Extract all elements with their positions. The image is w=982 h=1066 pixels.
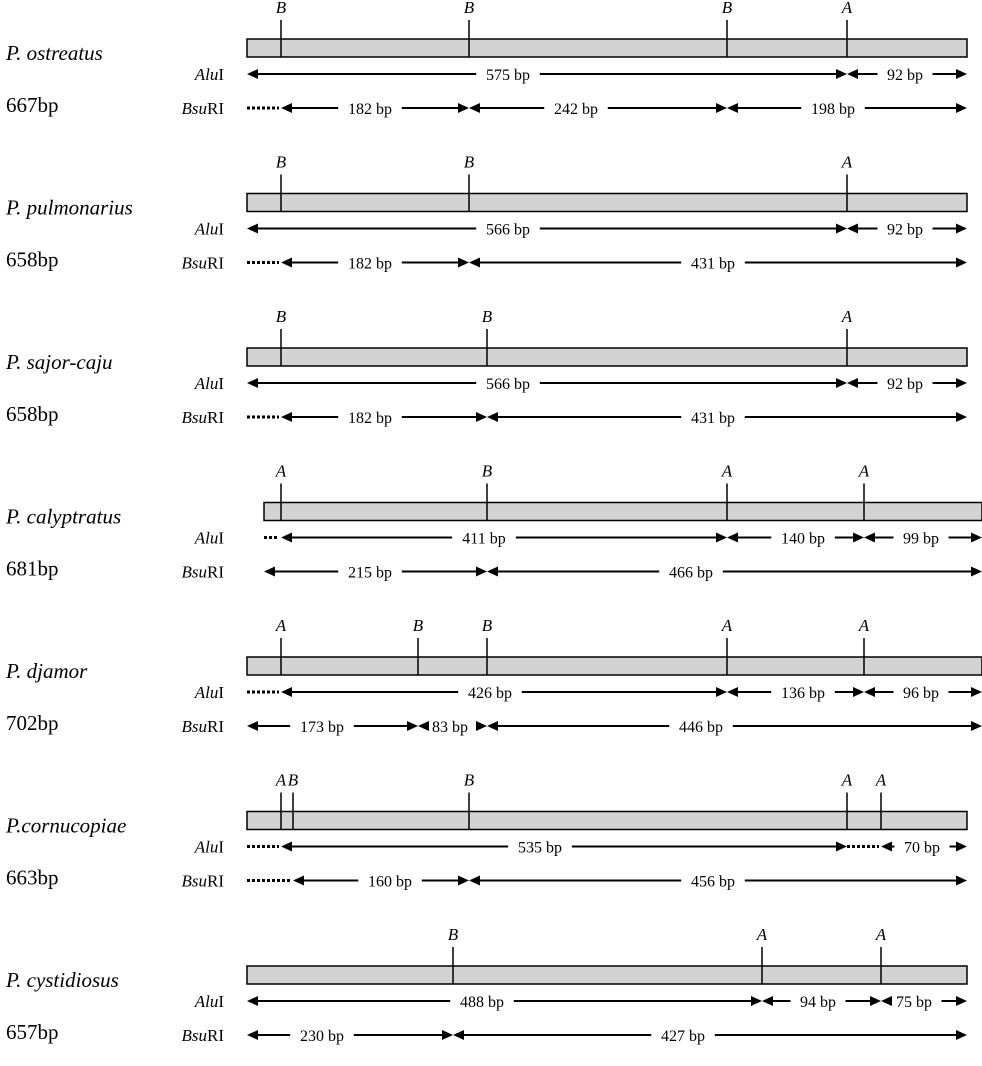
fragment-size-label: 456 bp: [691, 873, 735, 891]
species-name: P. calyptratus: [6, 504, 122, 529]
fragment-size-label: 446 bp: [679, 719, 723, 736]
arrowhead-left: [727, 533, 738, 543]
fragment-size-label: 160 bp: [368, 873, 412, 891]
species-name: P. djamor: [6, 659, 88, 683]
bsuri-enzyme-label: [182, 408, 225, 427]
enzyme-name-italic: Alu: [194, 528, 219, 548]
fragment: [727, 101, 967, 118]
fragment: [453, 1028, 967, 1045]
arrowhead-right: [971, 721, 982, 731]
arrowhead-left: [293, 876, 304, 886]
arrowhead-left: [281, 412, 292, 422]
site-label: A: [841, 152, 853, 172]
fragment-size-label: 198 bp: [811, 101, 855, 118]
site-label: A: [841, 770, 853, 790]
sequence-length: 702bp: [6, 711, 59, 735]
site-label: B: [481, 461, 493, 481]
arrowhead-right: [971, 687, 982, 697]
fragment: [881, 994, 967, 1011]
arrowhead-left: [247, 721, 258, 731]
sequence-bar: [247, 348, 967, 366]
arrowhead-left: [847, 69, 858, 79]
arrowhead-left: [453, 1030, 464, 1040]
enzyme-name-italic: Alu: [194, 992, 219, 1011]
alui-enzyme-label: [194, 374, 225, 393]
fragment: [847, 222, 967, 239]
fragment: [487, 410, 967, 427]
arrowhead-right: [716, 687, 727, 697]
site-label: A: [858, 616, 870, 635]
arrowhead-left: [264, 567, 275, 577]
fragment: [281, 410, 487, 427]
sequence-bar: [247, 194, 967, 212]
arrowhead-right: [956, 842, 967, 852]
species-name: P. ostreatus: [6, 41, 103, 65]
sequence-length: 667bp: [6, 93, 59, 117]
fragment-size-label: 96 bp: [903, 685, 939, 702]
site-label: A: [858, 461, 870, 481]
bsuri-enzyme-label: [182, 872, 225, 891]
fragment: [864, 531, 982, 548]
site-label: B: [275, 0, 287, 17]
fragment: [847, 376, 967, 393]
fragment-size-label: 566 bp: [486, 376, 530, 393]
arrowhead-left: [281, 687, 292, 697]
arrowhead-right: [476, 567, 487, 577]
enzyme-name-italic: Alu: [194, 219, 219, 239]
fragment-size-label: 566 bp: [486, 221, 530, 239]
arrowhead-left: [469, 876, 480, 886]
bsuri-digest-row: [182, 254, 968, 273]
enzyme-name-italic: Bsu: [181, 253, 207, 273]
arrowhead-left: [487, 567, 498, 577]
fragment: [281, 256, 469, 273]
sequence-length: 658bp: [6, 402, 59, 426]
site-label: B: [412, 616, 424, 635]
arrowhead-left: [247, 1030, 258, 1040]
enzyme-name-suffix: I: [218, 219, 224, 239]
fragment: [487, 565, 982, 582]
sequence-bar: [247, 657, 982, 675]
bsuri-digest-row: [182, 1026, 968, 1045]
arrowhead-right: [836, 224, 847, 234]
fragment-size-label: 215 bp: [348, 564, 392, 582]
arrowhead-right: [853, 533, 864, 543]
arrowhead-right: [458, 876, 469, 886]
arrowhead-left: [469, 103, 480, 113]
arrowhead-right: [476, 721, 487, 731]
fragment-size-label: 136 bp: [781, 685, 825, 702]
alui-digest-row: [194, 992, 967, 1011]
alui-digest-row: [194, 220, 967, 239]
arrowhead-left: [847, 378, 858, 388]
species-name: P.cornucopiae: [6, 813, 127, 838]
fragment: [281, 531, 727, 548]
fragment: [469, 101, 727, 118]
sequence-length: 657bp: [6, 1020, 59, 1044]
arrowhead-right: [956, 69, 967, 79]
fragment-size-label: 182 bp: [348, 255, 392, 273]
fragment-size-label: 535 bp: [518, 839, 562, 857]
fragment: [247, 222, 847, 239]
arrowhead-right: [956, 378, 967, 388]
enzyme-name-suffix: I: [218, 837, 224, 857]
enzyme-name-italic: Bsu: [181, 408, 207, 427]
arrowhead-right: [956, 103, 967, 113]
fragment: [864, 685, 982, 702]
fragment-size-label: 83 bp: [432, 719, 468, 736]
alui-digest-row: [194, 374, 967, 393]
fragment: [727, 531, 864, 548]
arrowhead-right: [853, 687, 864, 697]
arrowhead-right: [442, 1030, 453, 1040]
fragment-size-label: 70 bp: [904, 839, 940, 857]
bsuri-enzyme-label: [182, 254, 225, 273]
arrowhead-left: [281, 842, 292, 852]
alui-enzyme-label: [194, 65, 225, 84]
fragment-size-label: 99 bp: [903, 530, 939, 548]
site-label: B: [275, 307, 287, 326]
alui-digest-row: [194, 529, 982, 548]
site-label: B: [463, 152, 475, 172]
species-panel: [5, 925, 967, 1045]
arrowhead-left: [469, 258, 480, 268]
species-name: P. cystidiosus: [6, 968, 119, 992]
arrowhead-left: [727, 103, 738, 113]
site-label: A: [841, 307, 853, 326]
fragment-size-label: 92 bp: [887, 67, 923, 84]
bsuri-enzyme-label: [182, 99, 225, 118]
fragment-size-label: 182 bp: [348, 101, 392, 118]
arrowhead-left: [281, 258, 292, 268]
fragment-size-label: 230 bp: [300, 1028, 344, 1045]
arrowhead-right: [956, 224, 967, 234]
alui-enzyme-label: [194, 683, 225, 702]
fragment-size-label: 92 bp: [887, 376, 923, 393]
site-label: B: [275, 152, 287, 172]
arrowhead-right: [971, 567, 982, 577]
enzyme-name-suffix: I: [218, 65, 224, 84]
site-label: A: [275, 461, 287, 481]
site-label: B: [481, 616, 493, 635]
alui-enzyme-label: [194, 220, 225, 239]
arrowhead-right: [836, 378, 847, 388]
arrowhead-right: [956, 996, 967, 1006]
species-panel: [5, 307, 967, 427]
site-label: B: [463, 0, 475, 17]
bsuri-digest-row: [182, 717, 982, 736]
fragment: [281, 840, 847, 857]
alui-enzyme-label: [194, 529, 225, 548]
fragment-size-label: 431 bp: [691, 410, 735, 427]
enzyme-name-suffix: I: [218, 374, 224, 393]
enzyme-name-italic: Bsu: [181, 562, 207, 582]
arrowhead-right: [971, 533, 982, 543]
arrowhead-left: [847, 224, 858, 234]
fragment: [247, 1028, 453, 1045]
species-panel: [5, 0, 967, 118]
enzyme-name-suffix: RI: [207, 1026, 224, 1045]
species-panel: [5, 616, 982, 736]
arrowhead-right: [836, 69, 847, 79]
arrowhead-right: [836, 842, 847, 852]
fragment-size-label: 173 bp: [300, 719, 344, 736]
site-label: A: [275, 770, 287, 790]
site-label: A: [275, 616, 287, 635]
arrowhead-left: [247, 224, 258, 234]
site-label: B: [721, 0, 733, 17]
enzyme-name-suffix: RI: [207, 408, 224, 427]
site-label: B: [463, 770, 475, 790]
species-panel: [5, 462, 982, 582]
alui-digest-row: [194, 65, 967, 84]
enzyme-name-suffix: RI: [207, 253, 224, 273]
species-panel: [5, 771, 967, 891]
fragment: [247, 719, 418, 736]
fragment: [247, 994, 762, 1011]
fragment: [264, 565, 487, 582]
arrowhead-left: [864, 533, 875, 543]
fragment-size-label: 426 bp: [468, 685, 512, 702]
enzyme-name-italic: Bsu: [181, 871, 207, 891]
species-panel: [5, 153, 967, 273]
enzyme-name-suffix: I: [218, 992, 224, 1011]
arrowhead-left: [247, 996, 258, 1006]
enzyme-name-suffix: RI: [207, 717, 224, 736]
enzyme-name-suffix: I: [218, 528, 224, 548]
bsuri-enzyme-label: [182, 563, 225, 582]
fragment-size-label: 92 bp: [887, 221, 923, 239]
fragment-size-label: 242 bp: [554, 101, 598, 118]
fragment-size-label: 94 bp: [800, 994, 836, 1011]
fragment-size-label: 431 bp: [691, 255, 735, 273]
arrowhead-right: [716, 103, 727, 113]
enzyme-name-italic: Alu: [194, 837, 219, 857]
arrowhead-right: [476, 412, 487, 422]
arrowhead-right: [458, 103, 469, 113]
bsuri-digest-row: [182, 99, 968, 118]
enzyme-name-suffix: I: [218, 683, 224, 702]
arrowhead-left: [247, 69, 258, 79]
enzyme-name-italic: Alu: [194, 374, 219, 393]
site-label: A: [841, 0, 853, 17]
arrowhead-left: [762, 996, 773, 1006]
fragment-size-label: 411 bp: [462, 530, 506, 548]
fragment: [247, 67, 847, 84]
bsuri-digest-row: [182, 563, 982, 582]
alui-digest-row: [194, 683, 982, 702]
arrowhead-left: [881, 842, 892, 852]
arrowhead-left: [418, 721, 429, 731]
arrowhead-right: [458, 258, 469, 268]
arrowhead-left: [281, 103, 292, 113]
enzyme-name-italic: Alu: [194, 65, 219, 84]
sequence-bar: [247, 39, 967, 57]
sequence-bar: [247, 966, 967, 984]
site-label: B: [447, 925, 459, 944]
alui-enzyme-label: [194, 838, 225, 857]
arrowhead-left: [247, 378, 258, 388]
fragment-size-label: 75 bp: [896, 994, 932, 1011]
bsuri-digest-row: [182, 872, 968, 891]
fragment: [293, 874, 469, 891]
site-label: A: [756, 925, 768, 944]
arrowhead-right: [956, 876, 967, 886]
arrowhead-right: [956, 258, 967, 268]
enzyme-name-suffix: RI: [207, 871, 224, 891]
arrowhead-left: [281, 533, 292, 543]
site-label: B: [287, 770, 299, 790]
species-name: P. pulmonarius: [6, 195, 133, 220]
fragment: [762, 994, 881, 1011]
fragment: [247, 376, 847, 393]
fragment: [281, 101, 469, 118]
enzyme-name-suffix: RI: [207, 562, 224, 582]
arrowhead-left: [487, 721, 498, 731]
sequence-length: 658bp: [6, 247, 59, 272]
enzyme-name-italic: Bsu: [181, 99, 207, 118]
sequence-bar: [264, 503, 982, 521]
arrowhead-left: [727, 687, 738, 697]
site-label: B: [481, 307, 493, 326]
fragment-size-label: 140 bp: [781, 530, 825, 548]
site-label: A: [721, 461, 733, 481]
site-label: A: [875, 770, 887, 790]
sequence-bar: [247, 812, 967, 830]
bsuri-enzyme-label: [182, 717, 225, 736]
fragment: [847, 67, 967, 84]
fragment-size-label: 488 bp: [460, 994, 504, 1011]
arrowhead-right: [751, 996, 762, 1006]
sequence-length: 681bp: [6, 556, 59, 581]
enzyme-name-suffix: RI: [207, 99, 224, 118]
site-label: A: [721, 616, 733, 635]
enzyme-name-italic: Alu: [194, 683, 219, 702]
bsuri-digest-row: [182, 408, 968, 427]
fragment: [487, 719, 982, 736]
arrowhead-left: [881, 996, 892, 1006]
arrowhead-right: [870, 996, 881, 1006]
sequence-length: 663bp: [6, 865, 59, 890]
fragment: [727, 685, 864, 702]
alui-digest-row: [194, 838, 967, 857]
arrowhead-right: [956, 1030, 967, 1040]
fragment-size-label: 427 bp: [661, 1028, 705, 1045]
fragment: [469, 874, 967, 891]
fragment: [418, 719, 487, 736]
fragment: [469, 256, 967, 273]
arrowhead-right: [716, 533, 727, 543]
bsuri-enzyme-label: [182, 1026, 225, 1045]
species-name: P. sajor-caju: [6, 350, 113, 374]
arrowhead-right: [407, 721, 418, 731]
site-label: A: [875, 925, 887, 944]
fragment-size-label: 182 bp: [348, 410, 392, 427]
enzyme-name-italic: Bsu: [181, 1026, 207, 1045]
fragment-size-label: 575 bp: [486, 67, 530, 84]
alui-enzyme-label: [194, 992, 225, 1011]
fragment-size-label: 466 bp: [669, 564, 713, 582]
fragment: [281, 685, 727, 702]
arrowhead-right: [956, 412, 967, 422]
arrowhead-left: [487, 412, 498, 422]
fragment: [881, 840, 967, 857]
arrowhead-left: [864, 687, 875, 697]
enzyme-name-italic: Bsu: [181, 717, 207, 736]
